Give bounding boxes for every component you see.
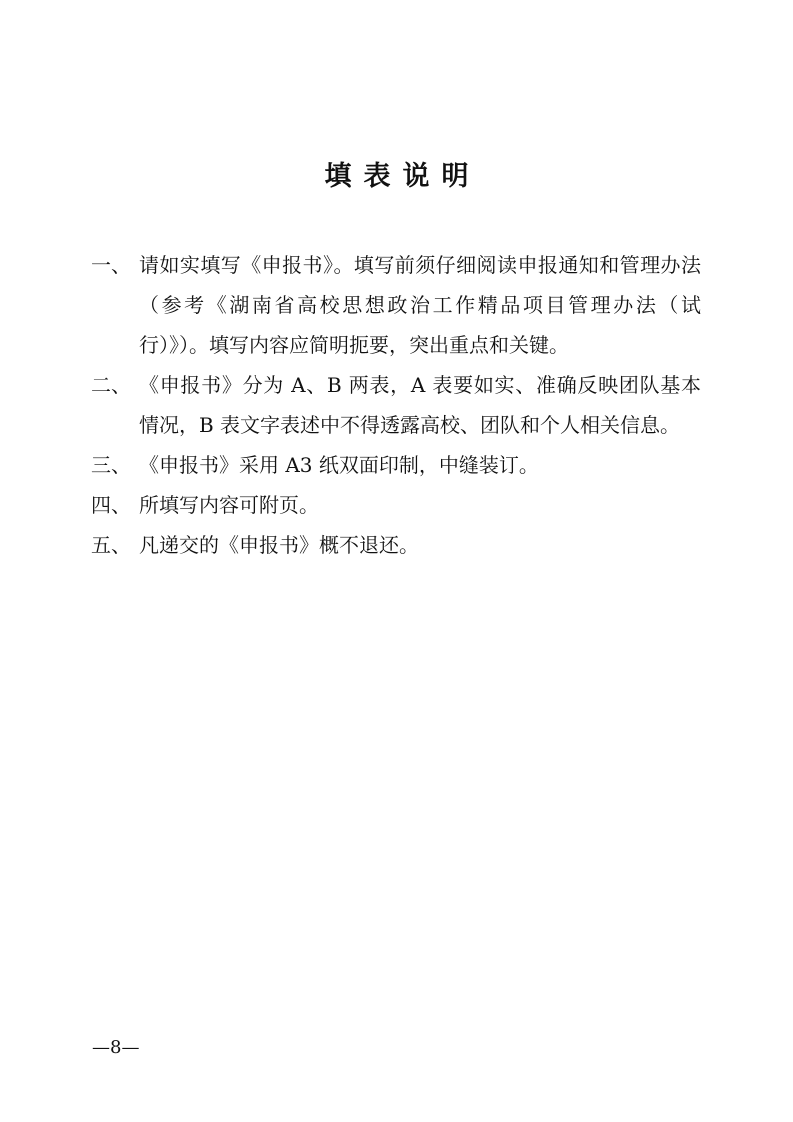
page-number: —8—	[92, 1037, 140, 1058]
instruction-text: 凡递交的《申报书》概不退还。	[139, 533, 419, 557]
instruction-number: 二、	[91, 373, 131, 397]
instruction-list	[91, 245, 701, 565]
instruction-item	[91, 525, 701, 565]
instruction-number: 四、	[91, 493, 131, 517]
instruction-item	[91, 445, 701, 485]
instruction-number: 五、	[91, 533, 131, 557]
instruction-text: 所填写内容可附页。	[139, 493, 319, 517]
page-title: 填表说明	[324, 161, 481, 192]
instruction-text: 《申报书》采用 A3 纸双面印制，中缝装订。	[139, 453, 539, 477]
instruction-text: 《申报书》分为 A、B 两表，A 表要如实、准确反映团队基本情况，B 表文字表述中不得透露高校、团队和个人相关信息。	[139, 373, 701, 437]
instruction-text: 请如实填写《申报书》。填写前须仔细阅读申报通知和管理办法（参考《湖南省高校思想政治工作精品项目管理办法（试行）》）。填写内容应简明扼要，突出重点和关键。	[139, 253, 701, 357]
instruction-number: 一、	[91, 253, 131, 277]
instruction-item	[91, 245, 701, 365]
instruction-number: 三、	[91, 453, 131, 477]
instruction-item	[91, 485, 701, 525]
instruction-item	[91, 365, 701, 445]
